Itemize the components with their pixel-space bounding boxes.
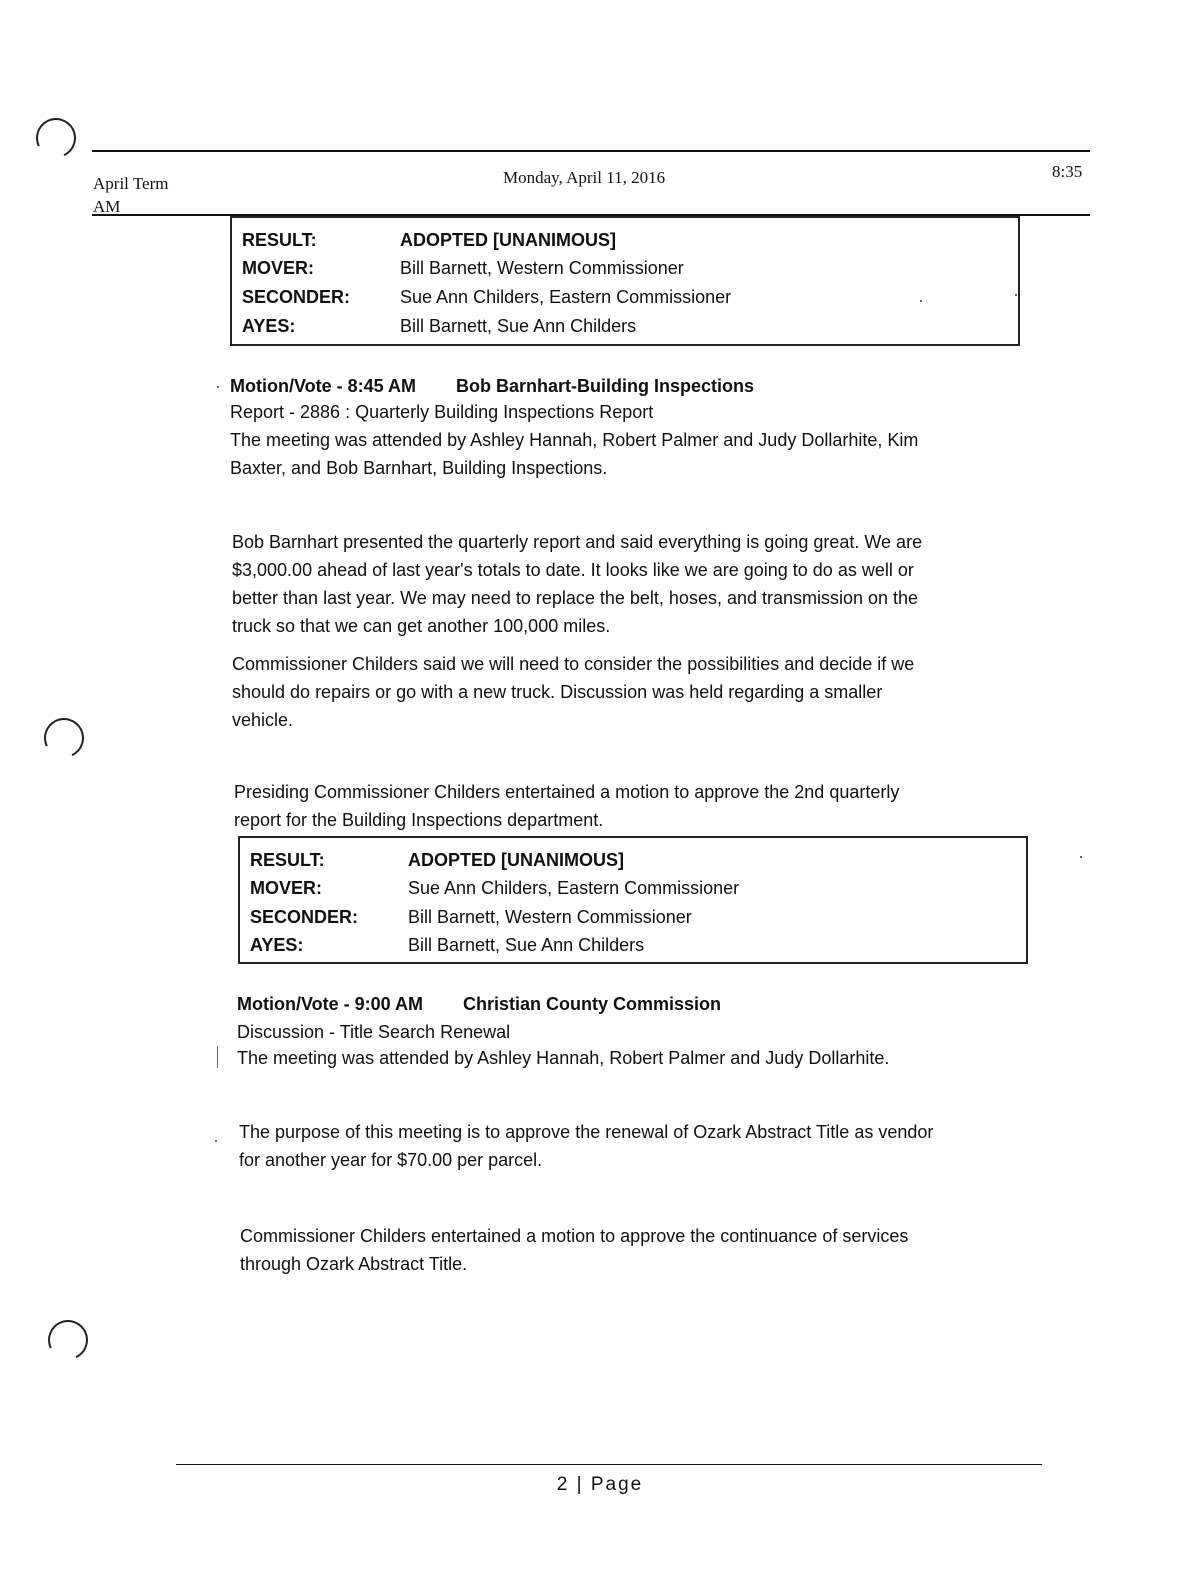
result-label: RESULT: (250, 850, 325, 870)
paragraph-line: Commissioner Childers said we will need to consider the possibilities and decide if we (232, 654, 915, 674)
header-date: Monday, April 11, 2016 (503, 168, 666, 187)
scan-speck (217, 386, 219, 388)
vote-seconder-row (250, 907, 692, 928)
motion-time: Motion/Vote - 8:45 AM (230, 376, 416, 396)
report-line: Report - 2886 : Quarterly Building Inspections Report (230, 402, 654, 422)
discussion-line: Discussion - Title Search Renewal (237, 1022, 511, 1042)
motion-department: Bob Barnhart-Building Inspections (456, 376, 755, 396)
seconder-label: SECONDER: (242, 287, 351, 307)
motion-department: Christian County Commission (463, 994, 722, 1014)
ayes-label: AYES: (242, 316, 296, 336)
motion-heading (237, 994, 721, 1015)
paragraph-line: Presiding Commissioner Childers entertained a motion to approve the 2nd quarterly (234, 782, 900, 802)
vote-mover-row (250, 878, 739, 899)
paragraph-line: through Ozark Abstract Title. (240, 1254, 468, 1274)
seconder-value: Sue Ann Childers, Eastern Commissioner (400, 287, 732, 307)
scan-speck (217, 1046, 218, 1068)
header-top-rule (92, 150, 1090, 152)
header-term: April Term (93, 174, 169, 193)
page-number: 2 | Page (556, 1474, 644, 1495)
vote-ayes-row (250, 935, 644, 956)
paragraph-line: Bob Barnhart presented the quarterly report and said everything is going great. We are (232, 532, 923, 552)
attendance-line-1: The meeting was attended by Ashley Hannah, Robert Palmer and Judy Dollarhite, Kim (230, 430, 919, 450)
vote-seconder-row (242, 287, 731, 308)
paragraph-line: vehicle. (232, 710, 294, 730)
seconder-value: Bill Barnett, Western Commissioner (408, 907, 692, 927)
scan-speck (920, 300, 922, 302)
mover-value: Bill Barnett, Western Commissioner (400, 258, 684, 278)
result-value: ADOPTED [UNANIMOUS] (408, 850, 624, 870)
paragraph-line: The purpose of this meeting is to approve the renewal of Ozark Abstract Title as vendor (239, 1122, 934, 1142)
seconder-label: SECONDER: (250, 907, 359, 927)
attendance-line: The meeting was attended by Ashley Hannah, Robert Palmer and Judy Dollarhite. (237, 1048, 890, 1068)
mover-value: Sue Ann Childers, Eastern Commissioner (408, 878, 740, 898)
paragraph-line: should do repairs or go with a new truck. Discussion was held regarding a smaller (232, 682, 883, 702)
result-label: RESULT: (242, 230, 317, 250)
vote-result-row (242, 230, 616, 251)
header-time: 8:35 (1052, 162, 1083, 181)
header-session: AM (93, 197, 121, 216)
paragraph-line: $3,000.00 ahead of last year's totals to date. It looks like we are going to do as well or (232, 560, 914, 580)
ayes-value: Bill Barnett, Sue Ann Childers (400, 316, 637, 336)
vote-result-box (230, 216, 1020, 346)
vote-ayes-row (242, 316, 636, 337)
punch-hole-middle (38, 712, 89, 763)
scan-speck (1080, 856, 1082, 858)
paragraph-line: truck so that we can get another 100,000 miles. (232, 616, 611, 636)
paragraph-line: Commissioner Childers entertained a motion to approve the continuance of services (240, 1226, 909, 1246)
ayes-value: Bill Barnett, Sue Ann Childers (408, 935, 645, 955)
footer-rule (176, 1464, 1042, 1465)
attendance-line-2: Baxter, and Bob Barnhart, Building Inspections. (230, 458, 608, 478)
vote-result-box (238, 836, 1028, 964)
motion-time: Motion/Vote - 9:00 AM (237, 994, 423, 1014)
scan-speck (1015, 294, 1017, 296)
scan-speck (215, 1140, 217, 1142)
vote-mover-row (242, 258, 684, 279)
mover-label: MOVER: (250, 878, 322, 898)
motion-heading (230, 376, 754, 397)
vote-result-row (250, 850, 624, 871)
paragraph-line: report for the Building Inspections department. (234, 810, 604, 830)
mover-label: MOVER: (242, 258, 314, 278)
ayes-label: AYES: (250, 935, 304, 955)
punch-hole-top (30, 112, 81, 163)
punch-hole-bottom (42, 1314, 93, 1365)
paragraph-line: better than last year. We may need to replace the belt, hoses, and transmission on the (232, 588, 919, 608)
result-value: ADOPTED [UNANIMOUS] (400, 230, 616, 250)
paragraph-line: for another year for $70.00 per parcel. (239, 1150, 543, 1170)
